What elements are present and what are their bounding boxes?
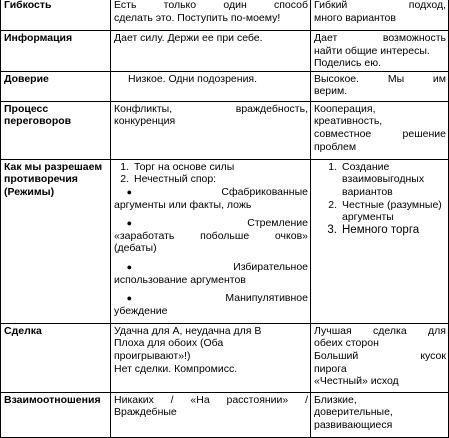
row-label-text: Процесс переговоров [4, 102, 72, 128]
cell-principled [311, 159, 449, 323]
table-row-trust [1, 71, 449, 101]
cell-principled [311, 0, 449, 31]
cell-positional [111, 31, 311, 72]
bullet-item [114, 261, 308, 274]
cell-line: Удачна для А, неудачна для В [114, 324, 262, 337]
cell-line: проблем [314, 140, 357, 153]
bullet-item [114, 292, 308, 305]
row-label-text: Как мы разрешаем противоречия (Режимы) [4, 160, 103, 198]
row-label-text: Гибкость [4, 0, 52, 11]
bullet-icon: ● [126, 186, 132, 197]
list-item-text: Немного торга [342, 223, 420, 236]
cell-line: совместное решение [314, 127, 446, 140]
cell-line: Враждебные [114, 406, 177, 419]
numbered-list [114, 161, 308, 186]
bullet-continuation: убеждение [114, 304, 168, 317]
table-row-negotiation-process [1, 101, 449, 159]
row-label [1, 323, 111, 392]
bullet-icon: ● [126, 218, 132, 229]
cell-line: Плоха для обоих (Оба [114, 337, 224, 350]
list-number: 1. [120, 160, 129, 173]
cell-line: креативность, [314, 115, 383, 128]
list-item [114, 173, 308, 186]
row-label-text: Взаимоотношения [4, 393, 101, 406]
cell-positional [111, 159, 311, 323]
bullet-text: Стремление [247, 217, 308, 230]
table-row-resolution-modes [1, 159, 449, 323]
row-label [1, 159, 111, 323]
cell-positional [111, 323, 311, 392]
row-label-text: Сделка [4, 324, 42, 337]
cell-line: конкуренция [114, 115, 176, 128]
row-label-text: Информация [4, 32, 73, 44]
bullet-text: Сфабрикованные [221, 185, 308, 198]
cell-line: Близкие, [314, 393, 357, 406]
bullet-continuation: аргументы или факты, ложь [114, 198, 252, 211]
cell-line: Кооперация, [314, 102, 376, 115]
cell-line: Низкое. Одни подозрения. [128, 72, 258, 85]
list-number: 2. [120, 173, 129, 186]
cell-principled [311, 31, 449, 72]
cell-line: верим. [314, 85, 348, 98]
row-label [1, 392, 111, 437]
cell-line: много вариантов [314, 11, 396, 24]
row-label [1, 31, 111, 72]
row-label [1, 71, 111, 101]
cell-line: «Честный» исход [314, 375, 399, 388]
cell-principled [311, 71, 449, 101]
cell-line: Поделись ею. [314, 57, 382, 70]
cell-principled [311, 392, 449, 437]
cell-positional [111, 392, 311, 437]
cell-line: Гибкий подход, [314, 0, 446, 11]
numbered-list [314, 161, 446, 237]
list-item-text: Торг на основе силы [134, 160, 235, 173]
cell-line: сделать это. Поступить по-моему! [114, 11, 281, 24]
list-item [314, 161, 446, 199]
list-item [314, 224, 446, 237]
cell-positional [111, 101, 311, 159]
list-number: 2. [328, 198, 337, 211]
list-item-text: Создание взаимовыгодных вариантов [342, 160, 425, 198]
bullet-icon: ● [126, 261, 132, 272]
bullet-continuation: (дебаты) [114, 242, 157, 255]
row-label [1, 0, 111, 31]
cell-principled [311, 101, 449, 159]
list-item-text: Честные (разумные) аргументы [342, 198, 442, 224]
cell-line: Дает силу. Держи ее при себе. [114, 32, 263, 44]
bullet-text: Манипулятивное [225, 292, 308, 305]
bullet-item [114, 186, 308, 199]
cell-line: пирога [314, 362, 347, 375]
table-row-relationships [1, 392, 449, 437]
bullet-continuation: использование аргументов [114, 273, 246, 286]
list-item [114, 161, 308, 174]
cell-line: Больший кусок [314, 349, 446, 362]
cell-line: Лучшая сделка для [314, 324, 446, 337]
cell-principled [311, 323, 449, 392]
bullet-icon: ● [126, 293, 132, 304]
cell-line: найти общие интересы. [314, 44, 430, 57]
row-label [1, 101, 111, 159]
table-row-deal [1, 323, 449, 392]
cell-line: Есть только один способ [114, 0, 308, 11]
cell-line: Дает возможность [314, 32, 446, 44]
cell-line: Конфликты, враждебность, [114, 102, 308, 115]
cell-line: развивающиеся [314, 418, 393, 431]
bullet-continuation: «заработать побольше очков» [114, 229, 308, 242]
list-number: 1. [328, 160, 337, 173]
cell-line: Высокое. Мы им [314, 72, 446, 85]
cell-line: Никаких / «На расстоянии» / [114, 393, 308, 406]
cell-line: обеих сторон [314, 337, 379, 350]
cell-line: Нет сделки. Компромисс. [114, 362, 238, 375]
cell-positional [111, 0, 311, 31]
cell-positional [111, 71, 311, 101]
table-row-information [1, 31, 449, 72]
list-item [314, 199, 446, 224]
cell-line: проигрывают»!) [114, 349, 191, 362]
bullet-text: Избирательное [233, 260, 308, 273]
list-number: 3. [327, 223, 337, 236]
list-item-text: Нечестный спор: [134, 173, 217, 186]
bullet-item [114, 217, 308, 230]
row-label-text: Доверие [4, 72, 49, 85]
table-row-flexibility [1, 0, 449, 31]
cell-line: доверительные, [314, 406, 393, 419]
